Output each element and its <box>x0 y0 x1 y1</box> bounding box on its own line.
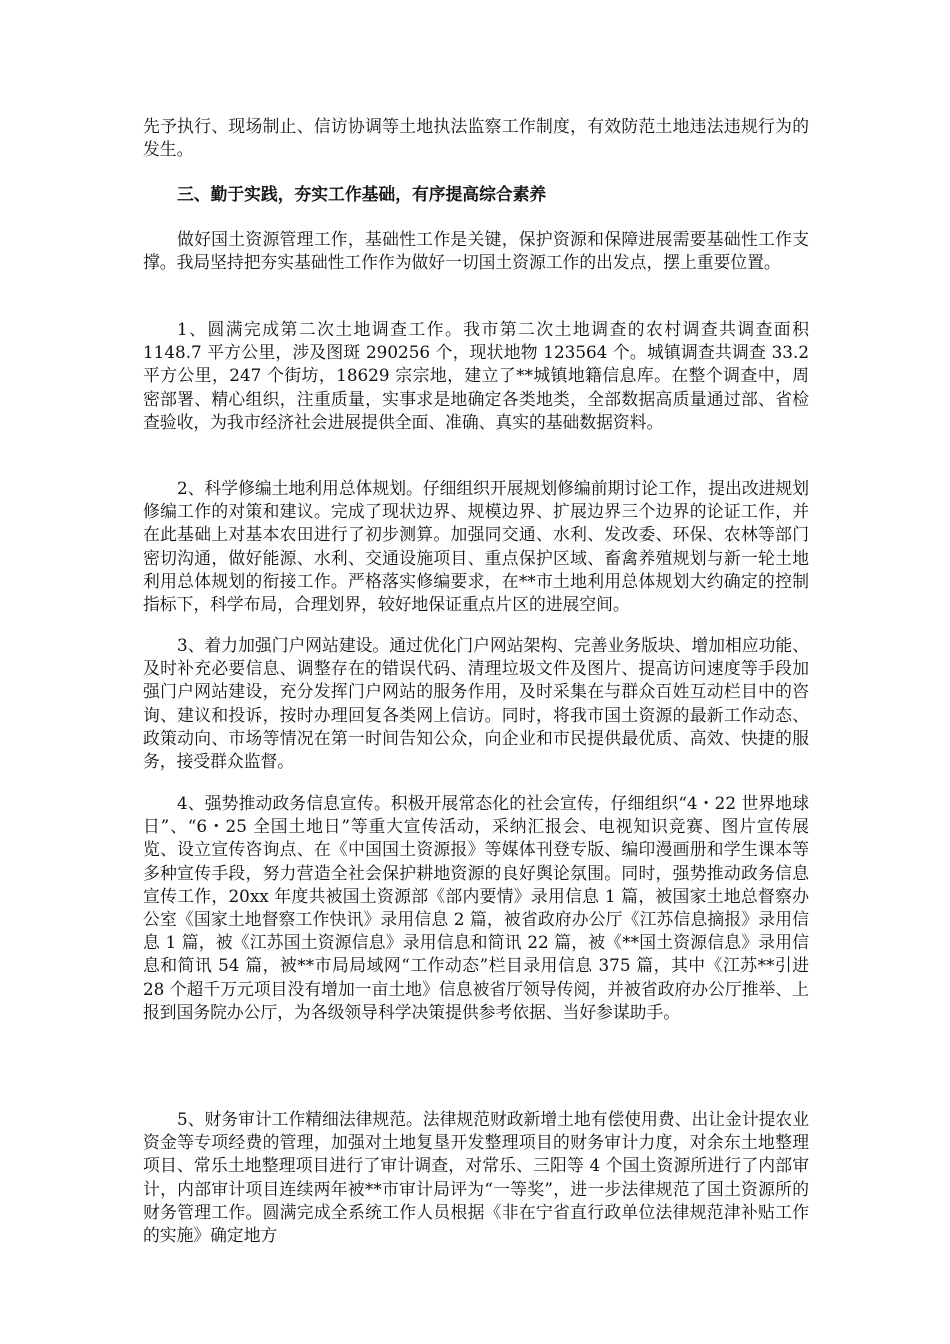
paragraph-basic-work <box>143 228 809 274</box>
paragraph-text: 3、着力加强门户网站建设。通过优化门户网站架构、完善业务版块、增加相应功能、及时补充必要信息、调整存在的错误代码、清理垃圾文件及图片、提高访问速度等手段加强门户网站建设，充分发挥门户网站的服务作用，及时采集在与群众百姓互动栏目中的咨询、建议和投诉，按时办理回复各类网上信访。同时，将我市国土资源的最新工作动态、政策动向、市场等情况在第一时间告知公众，向企业和市民提供最优质、高效、快捷的服务，接受群众监督。 <box>143 635 809 772</box>
paragraph-text: 2、科学修编土地利用总体规划。仔细组织开展规划修编前期讨论工作，提出改进规划修编工作的对策和建议。完成了现状边界、规模边界、扩展边界三个边界的论证工作，并在此基础上对基本农田进行了初步测算。加强同交通、水利、发改委、环保、农林等部门密切沟通，做好能源、水利、交通设施项目、重点保护区域、畜禽养殖规划与新一轮土地利用总体规划的衔接工作。严格落实修编要求，在**市土地利用总体规划大约确定的控制指标下，科学布局，合理划界，较好地保证重点片区的进展空间。 <box>143 478 809 615</box>
section-heading: 三、勤于实践，夯实工作基础，有序提高综合素养 <box>177 184 547 204</box>
paragraph-text: 1、圆满完成第二次土地调查工作。我市第二次土地调查的农村调查共调查面积 1148.7 平方公里，涉及图斑 290256 个，现状地物 123564 个。城镇调查共调查 33.2 平方公里，247 个街坊，18629 宗宗地，建立了**城镇地籍信息库。在整个调查中，周密部署、精心组织，注重质量，实事求是地确定各类地类，全部数据高质量通过部、省检查验收，为我市经济社会进展提供全面、准确、真实的基础数据资料。 <box>143 319 809 432</box>
paragraph-text: 先予执行、现场制止、信访协调等土地执法监察工作制度，有效防范土地违法违规行为的发生。 <box>143 116 809 160</box>
paragraph-finance-audit <box>143 1108 809 1247</box>
paragraph-land-survey <box>143 318 809 434</box>
paragraph-text: 做好国土资源管理工作，基础性工作是关键，保护资源和保障进展需要基础性工作支撑。我局坚持把夯实基础性工作作为做好一切国土资源工作的出发点，摆上重要位置。 <box>143 229 809 273</box>
paragraph-land-planning <box>143 477 809 616</box>
paragraph-publicity <box>143 792 809 1024</box>
paragraph-text: 4、强势推动政务信息宣传。积极开展常态化的社会宣传，仔细组织“4・22 世界地球日”、“6・25 全国土地日”等重大宣传活动，采纳汇报会、电视知识竞赛、图片宣传展览、设立宣传咨询点、在《中国国土资源报》等媒体刊登专版、编印漫画册和学生课本等多种宣传手段，努力营造全社会保护耕地资源的良好舆论氛围。同时，强势推动政务信息宣传工作，20xx 年度共被国土资源部《部内要情》录用信息 1 篇，被国家土地总督察办公室《国家土地督察工作快讯》录用信息 2 篇，被省政府办公厅《江苏信息摘报》录用信息 1 篇，被《江苏国土资源信息》录用信息和简讯 22 篇，被《**国土资源信息》录用信息和简讯 54 篇，被**市局局域网“工作动态”栏目录用信息 375 篇，其中《江苏**引进 28 个超千万元项目没有增加一亩土地》信息被省厅领导传阅，并被省政府办公厅推举、上报到国务院办公厅，为各级领导科学决策提供参考依据、当好参谋助手。 <box>143 793 809 1022</box>
paragraph-web-portal <box>143 634 809 773</box>
intro-paragraph <box>143 115 809 161</box>
paragraph-text: 5、财务审计工作精细法律规范。法律规范财政新增土地有偿使用费、出让金计提农业资金等专项经费的管理，加强对土地复垦开发整理项目的财务审计力度，对余东土地整理项目、常乐土地整理项目进行了审计调查，对常乐、三阳等 4 个国土资源所进行了内部审计，内部审计项目连续两年被**市审计局评为“一等奖”，进一步法律规范了国土资源所的财务管理工作。圆满完成全系统工作人员根据《非在宁省直行政单位法律规范津补贴工作的实施》确定地方 <box>143 1109 809 1246</box>
